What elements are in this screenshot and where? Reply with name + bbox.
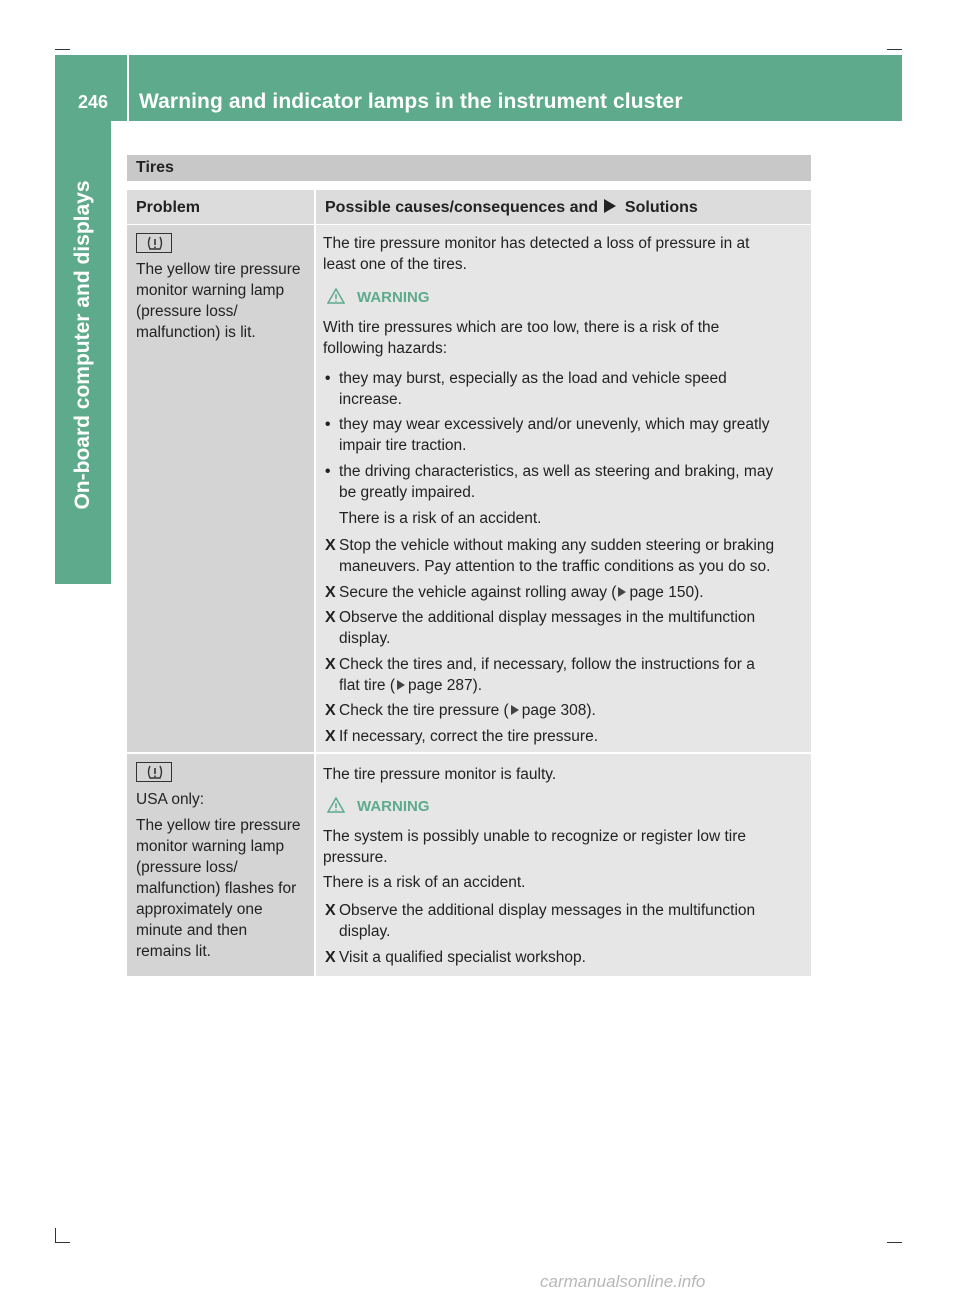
column-header-solutions-suffix: Solutions — [624, 199, 698, 216]
table-header-problem — [127, 190, 314, 224]
row-1-warning-heading: WARNING — [327, 288, 430, 306]
list-item: • they may burst, especially as the load and vehicle speed increase. — [325, 370, 727, 408]
action-x-icon: X — [325, 537, 336, 554]
crop-mark-bottom-right-h — [887, 1242, 902, 1243]
row-1-intro: The tire pressure monitor has detected a loss of pressure in at least one of the tires. — [323, 235, 750, 273]
row-2-risk-text: There is a risk of an accident. — [323, 874, 526, 891]
page-reference-icon — [397, 680, 405, 690]
row-2-usa-only: USA only: — [136, 791, 205, 808]
list-item: X Observe the additional display messages in the multifunction display. — [325, 609, 756, 647]
list-item: X Check the tire pressure ( page 308). — [325, 702, 596, 719]
crop-mark-top-right-h — [887, 49, 902, 50]
crop-mark-bottom-left-h — [55, 1242, 70, 1243]
chapter-tab-label: On-board computer and displays — [71, 180, 94, 510]
row-2-problem-text: The yellow tire pressure monitor warning lamp (pressure loss/ malfunction) flashes for approximately one minute and then remains lit. — [136, 817, 301, 960]
table-row-2-problem-cell — [127, 754, 314, 976]
warning-triangle-icon — [327, 797, 345, 813]
list-item: X Stop the vehicle without making any sudden steering or braking maneuvers. Pay attention to the traffic conditions as you do so. — [325, 537, 775, 575]
list-item: • they may wear excessively and/or unevenly, which may greatly impair tire traction. — [325, 416, 770, 454]
page-reference-icon — [511, 705, 519, 715]
action-x-icon: X — [325, 609, 336, 626]
row-1-risk-text: There is a risk of an accident. — [339, 510, 542, 527]
column-header-solutions — [325, 199, 698, 217]
watermark-logo: carmanualsonline.info — [540, 1272, 706, 1291]
play-arrow-icon — [604, 199, 616, 213]
tire-pressure-warning-icon — [136, 762, 172, 782]
row-1-problem-text: The yellow tire pressure monitor warning lamp (pressure loss/ malfunction) is lit. — [136, 261, 301, 341]
header-divider — [127, 55, 129, 121]
section-title: Tires — [136, 159, 174, 176]
column-header-solutions-prefix: Possible causes/consequences and — [325, 199, 599, 216]
page-number: 246 — [78, 92, 109, 112]
table-row-1-solutions-cell — [316, 225, 811, 752]
crop-mark-top-left-h — [55, 49, 70, 50]
row-2-intro: The tire pressure monitor is faulty. — [323, 766, 557, 783]
section-title-bar — [127, 155, 811, 181]
list-item: • the driving characteristics, as well as steering and braking, may be greatly impaired. — [325, 463, 774, 501]
list-item: X Check the tires and, if necessary, follow the instructions for a flat tire ( page 287). — [325, 656, 755, 694]
list-item: X Visit a qualified specialist workshop. — [325, 949, 586, 966]
action-x-icon: X — [325, 902, 336, 919]
column-header-problem: Problem — [136, 199, 201, 216]
warning-triangle-icon — [327, 288, 345, 304]
list-item: X Observe the additional display messages in the multifunction display. — [325, 902, 756, 940]
list-item: X If necessary, correct the tire pressure. — [325, 728, 599, 745]
row-1-warning-text: With tire pressures which are too low, there is a risk of the following hazards: — [323, 319, 720, 357]
action-x-icon: X — [325, 584, 336, 601]
row-2-warning-heading: WARNING — [327, 797, 430, 815]
table-header-solutions — [316, 190, 811, 224]
action-x-icon: X — [325, 949, 336, 966]
tire-pressure-warning-icon — [136, 233, 172, 253]
list-item: X Secure the vehicle against rolling away ( page 150). — [325, 584, 704, 601]
table-row-2-solutions-cell — [316, 754, 811, 976]
action-x-icon: X — [325, 656, 336, 673]
page-title: Warning and indicator lamps in the instrument cluster — [139, 90, 683, 113]
crop-mark-bottom-left-v — [55, 1228, 56, 1243]
table-row-1-problem-cell — [127, 225, 314, 752]
action-x-icon: X — [325, 702, 336, 719]
page-reference-icon — [618, 587, 626, 597]
row-2-warning-text: The system is possibly unable to recognize or register low tire pressure. — [323, 828, 746, 866]
action-x-icon: X — [325, 728, 336, 745]
